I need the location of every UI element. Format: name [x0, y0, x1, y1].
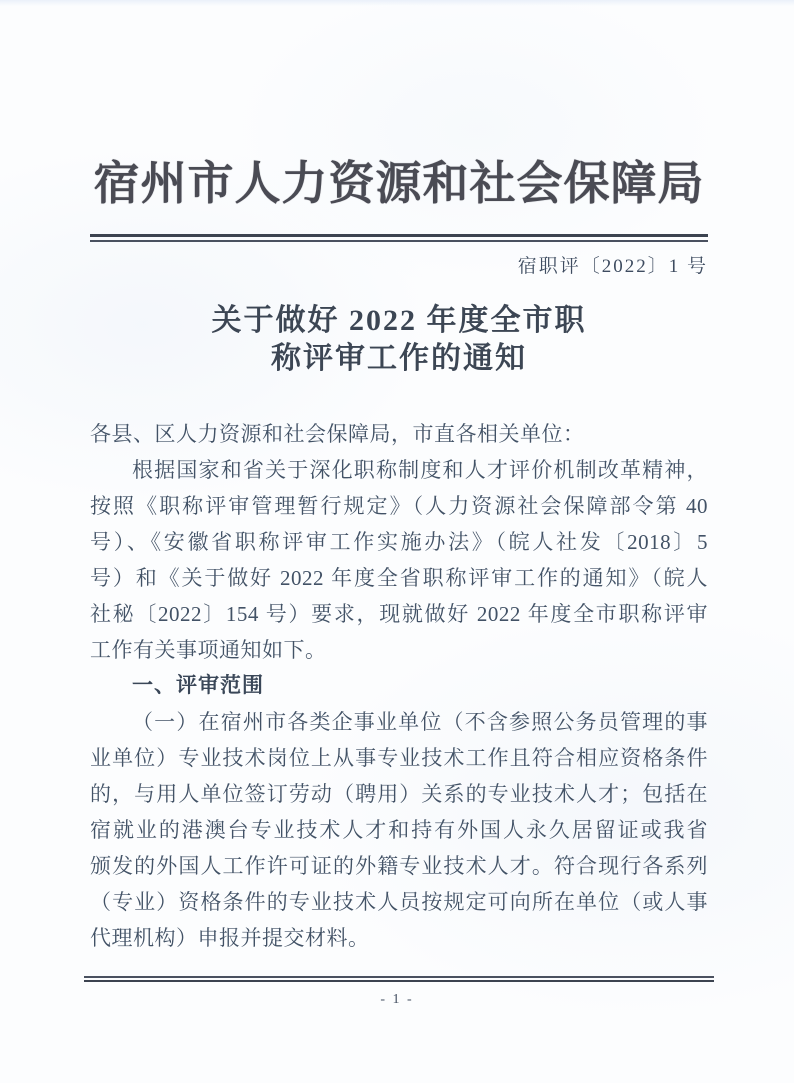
document-content — [0, 150, 794, 956]
intro-line: 社秘〔2022〕154 号）要求，现就做好 2022 年度全市职称评审 — [90, 602, 708, 626]
document-number: 宿职评〔2022〕1 号 — [517, 256, 708, 277]
salutation-line: 各县、区人力资源和社会保障局，市直各相关单位： — [90, 422, 585, 446]
document-title-line2: 称评审工作的通知 — [271, 342, 527, 375]
document-title — [90, 302, 708, 378]
document-body — [90, 416, 708, 956]
section1-line: （一）在宿州市各类企事业单位（不含参照公务员管理的事 — [132, 710, 708, 734]
header-double-rule — [90, 234, 708, 242]
intro-line: 根据国家和省关于深化职称制度和人才评价机制改革精神， — [132, 458, 708, 482]
intro-line: 按照《职称评审管理暂行规定》（人力资源社会保障部令第 40 — [90, 494, 708, 518]
section1-line: 的，与用人单位签订劳动（聘用）关系的专业技术人才；包括在 — [90, 782, 708, 806]
document-title-line1: 关于做好 2022 年度全市职 — [211, 304, 587, 337]
footer-double-rule — [84, 976, 714, 982]
section1-heading: 一、评审范围 — [132, 674, 264, 697]
section1-line: 代理机构）申报并提交材料。 — [90, 926, 370, 950]
intro-line: 工作有关事项通知如下。 — [90, 638, 327, 662]
section1-line: 宿就业的港澳台专业技术人才和持有外国人永久居留证或我省 — [90, 818, 708, 842]
section1-line: 颁发的外国人工作许可证的外籍专业技术人才。符合现行各系列 — [90, 854, 708, 878]
page-number: - 1 - — [380, 992, 414, 1007]
section1-line: 业单位）专业技术岗位上从事专业技术工作且符合相应资格条件 — [90, 746, 708, 770]
intro-line: 号）和《关于做好 2022 年度全省职称评审工作的通知》（皖人 — [90, 566, 708, 590]
intro-line: 号）、《安徽省职称评审工作实施办法》（皖人社发〔2018〕5 — [90, 530, 708, 554]
document-header-bureau-name: 宿州市人力资源和社会保障局 — [93, 158, 705, 209]
section1-line: （专业）资格条件的专业技术人员按规定可向所在单位（或人事 — [90, 890, 708, 914]
